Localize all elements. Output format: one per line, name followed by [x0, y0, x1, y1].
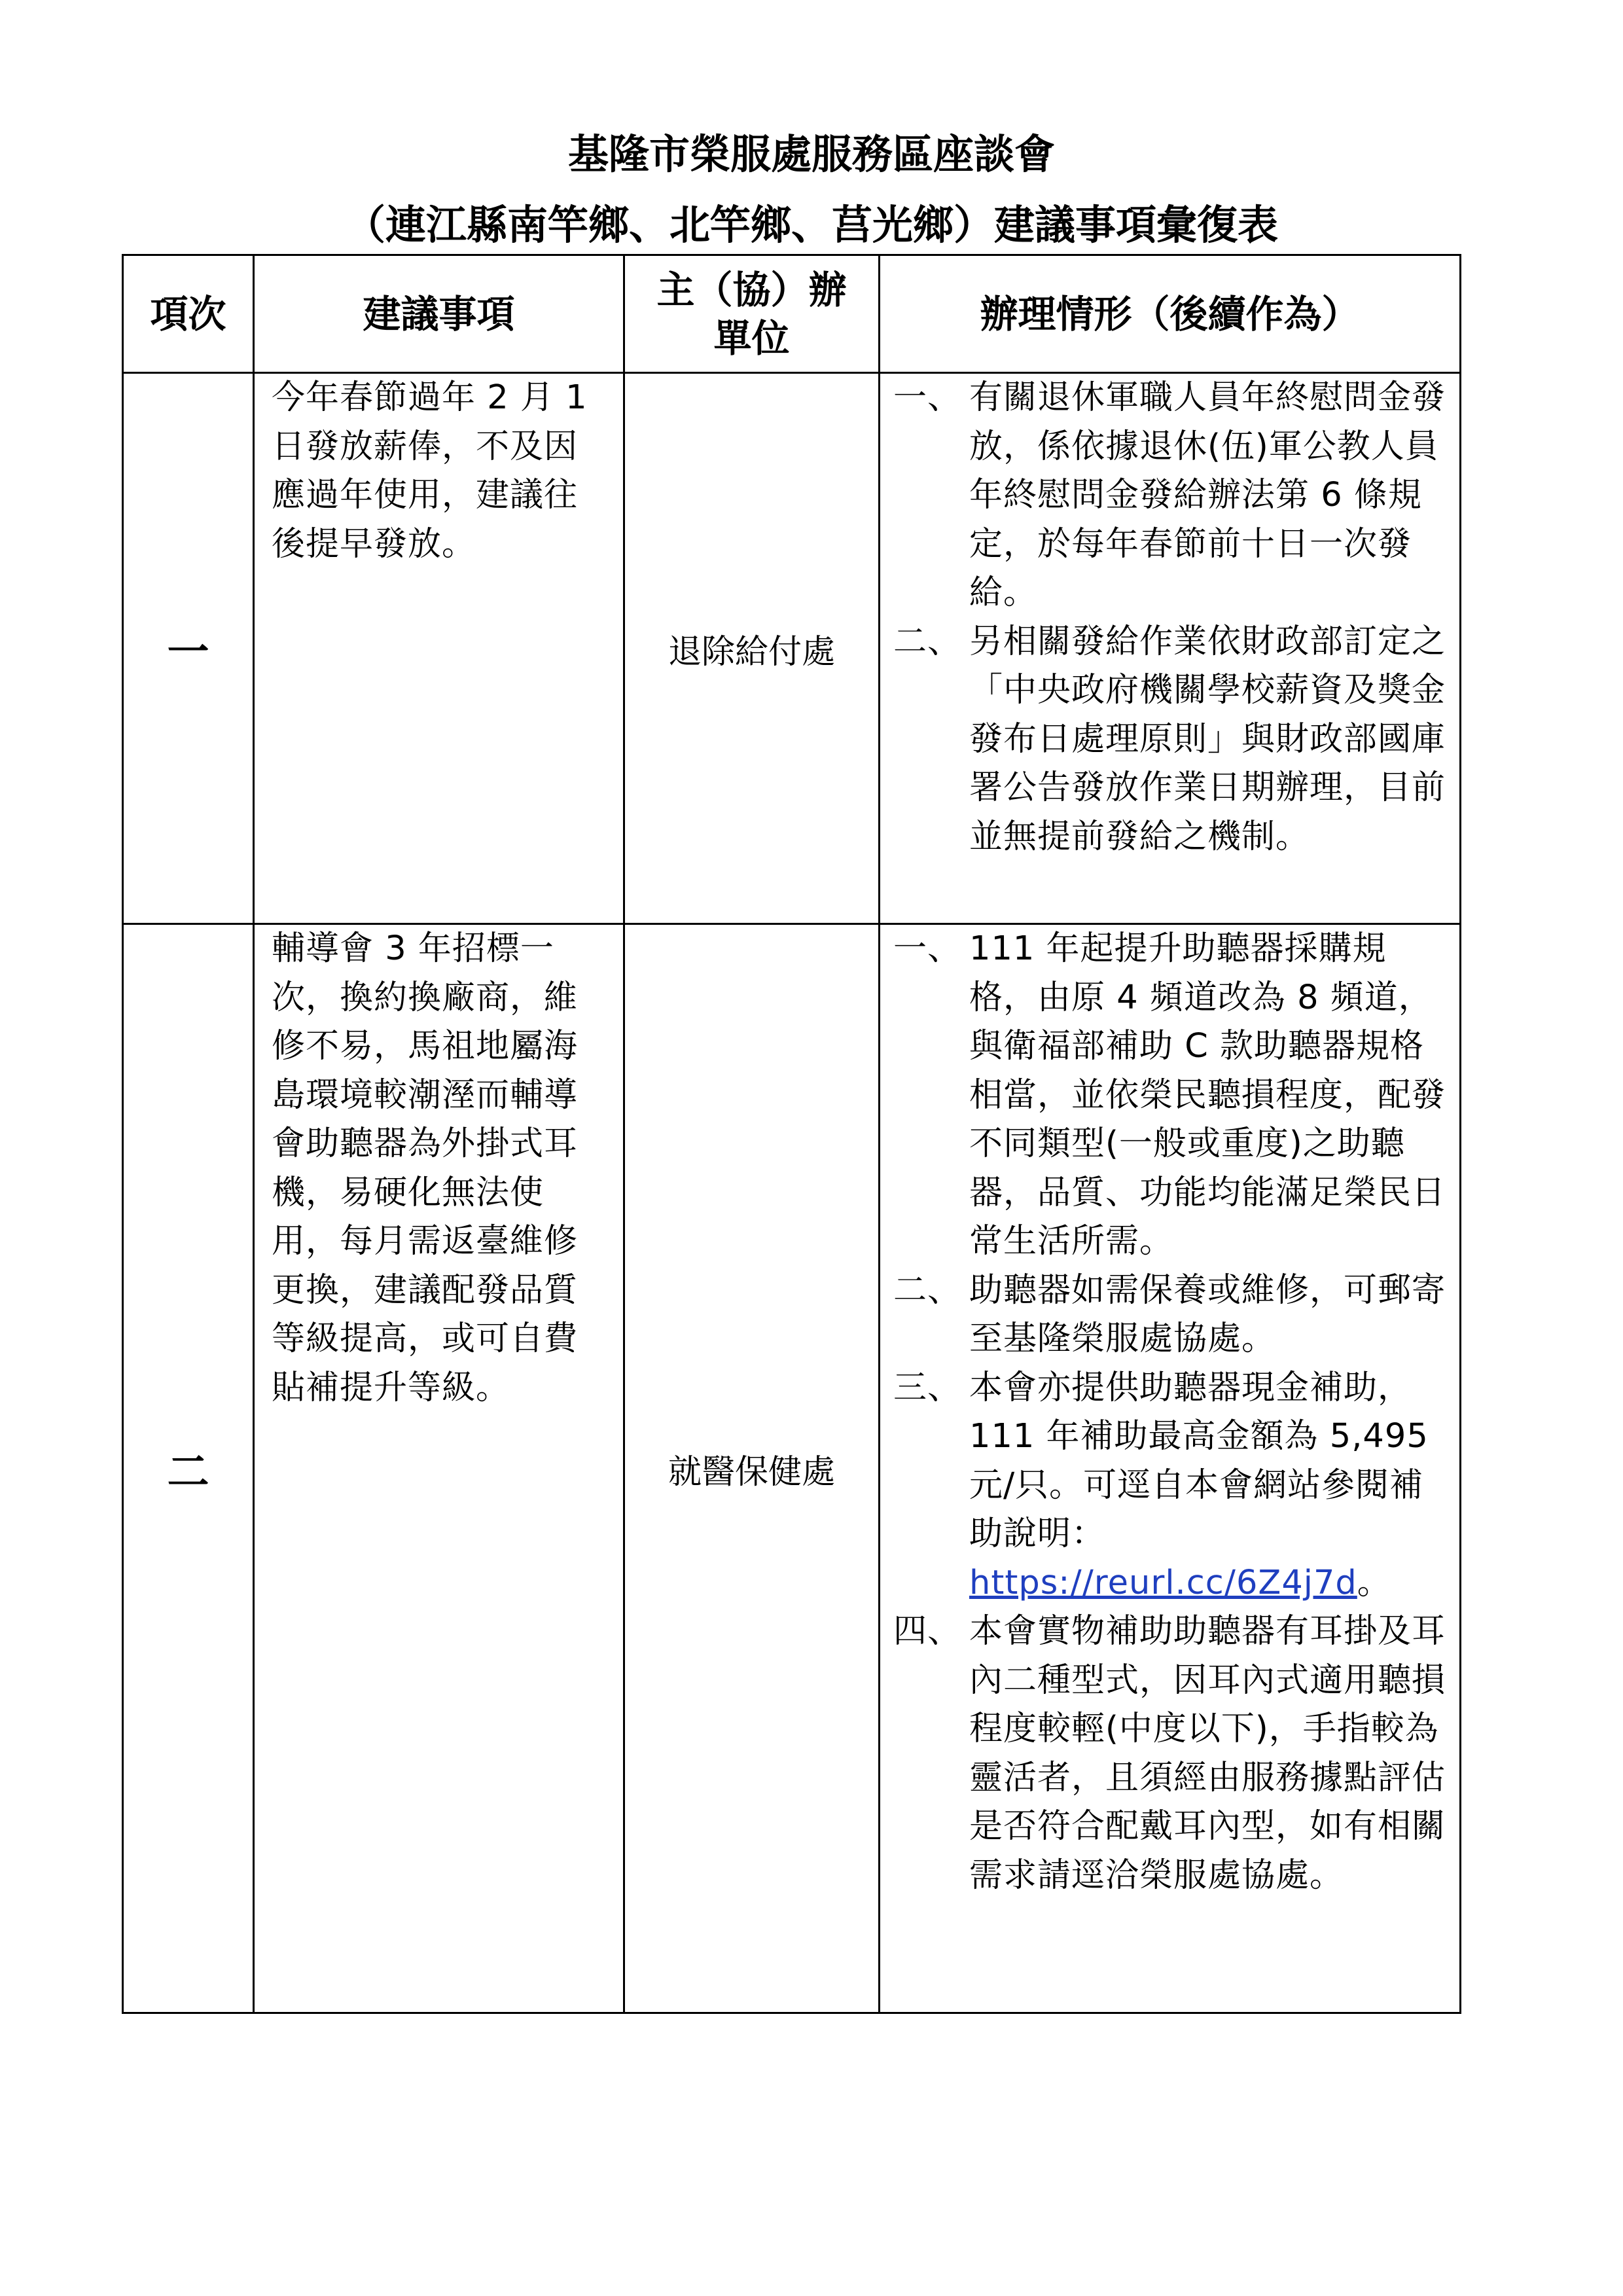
status-item: [893, 374, 1452, 618]
status-item-text: 111 年起提升助聽器採購規格，由原 4 頻道改為 8 頻道，與衛福部補助 C 款助聽器規格相當，並依榮民聽損程度，配發不同類型(一般或重度)之助聽器，品質、功能均能滿足榮民日常生活所需。: [969, 929, 1446, 1261]
status-item-text-part: 。: [1357, 1563, 1391, 1602]
status-item-text: 另相關發給作業依財政部訂定之「中央政府機關學校薪資及獎金發布日處理原則」與財政部國庫署公告發放作業日期辦理，目前並無提前發給之機制。: [969, 622, 1446, 856]
header-unit-line1: 主（協）辦: [656, 267, 847, 312]
header-responsible-unit: [624, 255, 880, 373]
status-item-text: 有關退休軍職人員年終慰問金發放，係依據退休(伍)軍公教人員年終慰問金發給辦法第 6 條規定，於每年春節前十日一次發給。: [969, 378, 1446, 612]
status-item-text-part: 本會亦提供助聽器現金補助，111 年補助最高金額為 5,495 元/只。可逕自本會網站參閱補助說明：: [969, 1368, 1429, 1553]
status-item: [893, 925, 1452, 1266]
reference-link[interactable]: https://reurl.cc/6Z4j7d: [969, 1563, 1357, 1602]
header-unit-line2: 單位: [713, 315, 790, 361]
suggestion-table: [122, 254, 1461, 2014]
header-suggestion: 建議事項: [254, 255, 624, 373]
status-item-label: 一、: [893, 929, 962, 968]
status-item-text: 助聽器如需保養或維修，可郵寄至基隆榮服處協處。: [969, 1270, 1446, 1358]
status-item: [893, 618, 1452, 862]
status-item: [893, 1607, 1452, 1900]
status-item-label: 二、: [893, 1270, 962, 1310]
table-header-row: [123, 255, 1461, 373]
status-item: [893, 1364, 1452, 1608]
status-item-label: 二、: [893, 622, 962, 661]
suggestion-text: 今年春節過年 2 月 1 日發放薪俸，不及因應過年使用，建議往後提早發放。: [254, 373, 624, 924]
status-item: [893, 1266, 1452, 1364]
row-number: 一: [123, 373, 254, 924]
document-subtitle: （連江縣南竿鄉、北竿鄉、莒光鄉）建議事項彙復表: [344, 201, 1278, 249]
status-item-label: 三、: [893, 1368, 962, 1407]
status-item-label: 一、: [893, 378, 962, 417]
responsible-unit: 退除給付處: [624, 373, 880, 924]
document-title: 基隆市榮服處服務區座談會: [567, 130, 1055, 178]
header-item-number: 項次: [123, 255, 254, 373]
status-item-label: 四、: [893, 1612, 962, 1651]
table-row: [123, 924, 1461, 2013]
handling-status: [880, 373, 1461, 924]
handling-status: [880, 924, 1461, 2013]
status-item-text: 本會實物補助助聽器有耳掛及耳內二種型式，因耳內式適用聽損程度較輕(中度以下)，手指較為靈活者，且須經由服務據點評估是否符合配戴耳內型，如有相關需求請逕洽榮服處協處。: [969, 1612, 1446, 1895]
suggestion-text: 輔導會 3 年招標一次，換約換廠商，維修不易，馬祖地屬海島環境較潮溼而輔導會助聽器為外掛式耳機，易硬化無法使用，每月需返臺維修更換，建議配發品質等級提高，或可自費貼補提升等級。: [254, 924, 624, 2013]
status-item-text: [969, 1364, 1452, 1608]
responsible-unit: 就醫保健處: [624, 924, 880, 2013]
header-handling-status: 辦理情形（後續作為）: [880, 255, 1461, 373]
table-row: [123, 373, 1461, 924]
row-number: 二: [123, 924, 254, 2013]
